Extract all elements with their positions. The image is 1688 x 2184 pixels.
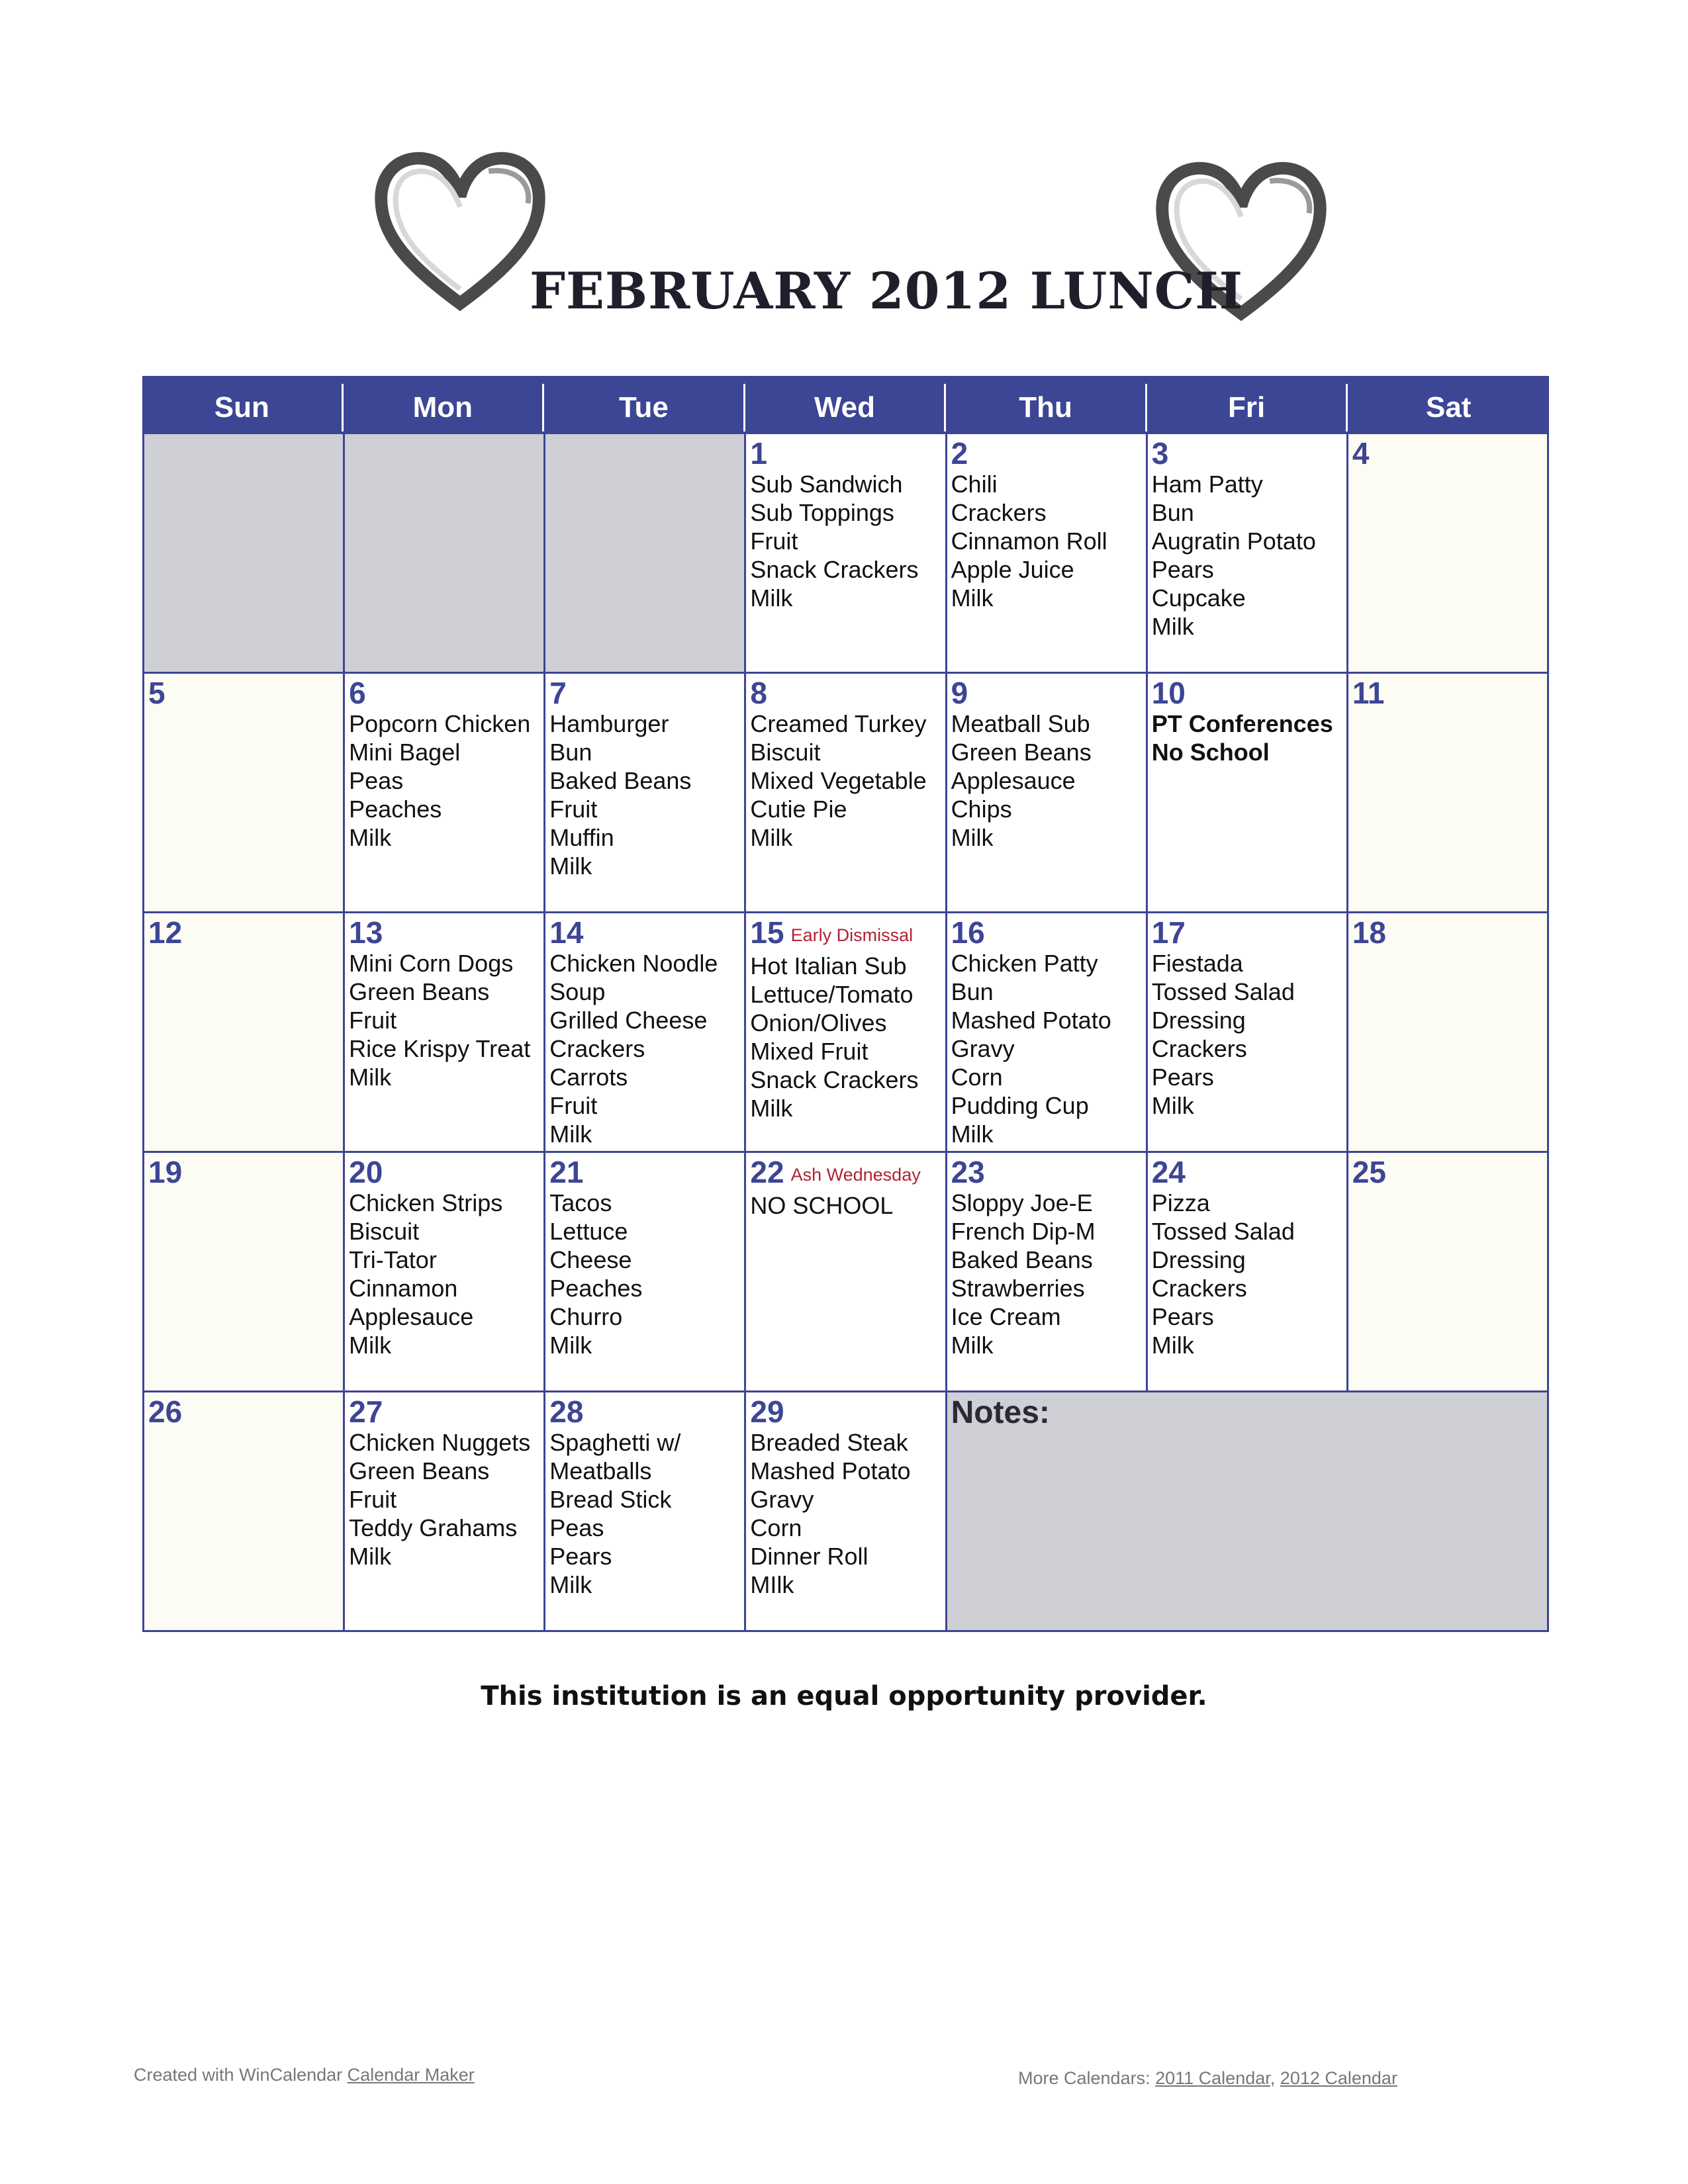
calendar-2012-link[interactable]: 2012 Calendar — [1280, 2068, 1397, 2088]
menu-item: Ice Cream — [951, 1303, 1061, 1330]
menu-item: Biscuit — [750, 739, 821, 766]
day-cell-22 — [746, 1153, 947, 1392]
day-number: 16 — [951, 915, 985, 950]
menu-item: Fruit — [549, 796, 598, 823]
menu-item: Chips — [951, 796, 1012, 823]
day-number: 13 — [349, 915, 383, 950]
day-cell-11 — [1348, 674, 1549, 913]
day-number: 25 — [1352, 1155, 1387, 1189]
menu-item: Bun — [1151, 499, 1194, 526]
day-cell-12 — [144, 913, 345, 1153]
day-number: 29 — [750, 1394, 784, 1429]
day-cell-24 — [1148, 1153, 1348, 1392]
menu-item: Milk — [549, 1120, 592, 1148]
menu-item: Gravy — [750, 1486, 814, 1513]
menu-item: Fruit — [549, 1092, 598, 1119]
menu-item: Mini Bagel — [349, 739, 461, 766]
day-cell-10 — [1148, 674, 1348, 913]
menu-item: Fruit — [750, 527, 798, 555]
menu-item: Sub Toppings — [750, 499, 894, 526]
notes-box — [947, 1392, 1549, 1632]
day-cell-21 — [545, 1153, 746, 1392]
credit-left-text: Created with WinCalendar — [134, 2065, 343, 2085]
page-title: FEBRUARY 2012 LUNCH — [530, 261, 1244, 320]
day-number: 26 — [148, 1394, 183, 1429]
menu-item: Strawberries — [951, 1275, 1085, 1302]
menu-item: Dressing — [1151, 1246, 1246, 1273]
day-number: 3 — [1151, 436, 1169, 471]
day-cell-17 — [1148, 913, 1348, 1153]
empty-day-cell — [545, 434, 746, 674]
menu-item: Fruit — [349, 1486, 397, 1513]
menu-item: Hot Italian Sub — [750, 952, 907, 979]
menu-item: Biscuit — [349, 1218, 420, 1245]
menu-item: Milk — [349, 824, 392, 851]
menu-item: Milk — [349, 1332, 392, 1359]
menu-item: Green Beans — [349, 978, 490, 1005]
menu-item: Corn — [951, 1064, 1003, 1091]
menu-item: Cupcake — [1151, 584, 1246, 612]
day-cell-19 — [144, 1153, 345, 1392]
menu-item: Pizza — [1151, 1189, 1210, 1216]
weekday-sun: Sun — [142, 384, 344, 432]
credit-left — [134, 2065, 475, 2085]
menu-item: Crackers — [549, 1035, 645, 1062]
menu-item: Bread Stick — [549, 1486, 672, 1513]
calendar-maker-link[interactable]: Calendar Maker — [347, 2065, 475, 2085]
menu-item: Mini Corn Dogs — [349, 950, 514, 977]
calendar-2011-link[interactable]: 2011 Calendar — [1155, 2068, 1270, 2088]
day-number: 21 — [549, 1155, 584, 1189]
menu-item: Chili — [951, 471, 998, 498]
day-cell-3 — [1148, 434, 1348, 674]
day-number: 12 — [148, 915, 183, 950]
day-cell-29 — [746, 1392, 947, 1632]
credit-separator: , — [1270, 2068, 1276, 2088]
menu-item: Chicken Nuggets — [349, 1429, 531, 1456]
credit-right-text: More Calendars: — [1018, 2068, 1150, 2088]
menu-item: Pears — [1151, 1303, 1214, 1330]
menu-item: Sub Sandwich — [750, 471, 903, 498]
day-number-text: 22 — [750, 1155, 784, 1189]
day-number: 11 — [1352, 676, 1385, 710]
day-cell-6 — [345, 674, 545, 913]
day-cell-2 — [947, 434, 1148, 674]
day-cell-20 — [345, 1153, 545, 1392]
menu-item: Pudding Cup — [951, 1092, 1089, 1119]
day-cell-23 — [947, 1153, 1148, 1392]
menu-item: NO SCHOOL — [750, 1191, 894, 1219]
weekday-wed: Wed — [745, 384, 947, 432]
menu-item: Grilled Cheese — [549, 1007, 708, 1034]
menu-item: Meatball Sub — [951, 710, 1090, 737]
menu-item: Teddy Grahams — [349, 1514, 518, 1541]
day-number: 27 — [349, 1394, 383, 1429]
weekday-tue: Tue — [544, 384, 745, 432]
menu-item: Spaghetti w/ — [549, 1429, 681, 1456]
day-cell-28 — [545, 1392, 746, 1632]
menu-item: Peaches — [549, 1275, 643, 1302]
day-number: 10 — [1151, 676, 1186, 710]
day-number: 24 — [1151, 1155, 1186, 1189]
menu-item: Tacos — [549, 1189, 612, 1216]
menu-item: Corn — [750, 1514, 802, 1541]
day-cell-26 — [144, 1392, 345, 1632]
menu-item: Fruit — [349, 1007, 397, 1034]
menu-item: Milk — [750, 824, 793, 851]
menu-item: MIlk — [750, 1571, 794, 1598]
empty-day-cell — [144, 434, 345, 674]
menu-item: Bun — [549, 739, 592, 766]
menu-item: Cinnamon — [349, 1275, 458, 1302]
menu-item: Baked Beans — [549, 767, 692, 794]
menu-item: Peas — [549, 1514, 604, 1541]
menu-item: Milk — [951, 824, 994, 851]
day-cell-5 — [144, 674, 345, 913]
day-number: 8 — [750, 676, 768, 710]
day-number: 1 — [750, 436, 768, 471]
menu-item: No School — [1151, 739, 1270, 766]
weekday-thu: Thu — [946, 384, 1147, 432]
menu-item: Snack Crackers — [750, 1066, 919, 1093]
menu-item: Mashed Potato — [750, 1457, 911, 1484]
menu-item: Bun — [951, 978, 994, 1005]
credit-right — [1018, 2068, 1397, 2089]
day-number: 14 — [549, 915, 584, 950]
menu-item: Onion/Olives — [750, 1009, 887, 1036]
menu-item: Tri-Tator — [349, 1246, 437, 1273]
day-number — [750, 916, 941, 952]
menu-item: Carrots — [549, 1064, 628, 1091]
day-number: 19 — [148, 1155, 183, 1189]
menu-item: Pears — [1151, 556, 1214, 583]
menu-item: Milk — [951, 584, 994, 612]
day-number: 17 — [1151, 915, 1186, 950]
menu-item: Hamburger — [549, 710, 669, 737]
menu-item: Milk — [951, 1120, 994, 1148]
menu-item: Lettuce/Tomato — [750, 980, 914, 1008]
menu-item: Soup — [549, 978, 606, 1005]
menu-item: Baked Beans — [951, 1246, 1093, 1273]
day-number: 20 — [349, 1155, 383, 1189]
menu-item: Milk — [750, 1094, 793, 1122]
weekday-header — [142, 384, 1549, 434]
day-number — [750, 1156, 941, 1191]
menu-item: Apple Juice — [951, 556, 1074, 583]
menu-item: Chicken Noodle — [549, 950, 718, 977]
day-cell-25 — [1348, 1153, 1549, 1392]
menu-item: Rice Krispy Treat — [349, 1035, 531, 1062]
menu-item: Sloppy Joe-E — [951, 1189, 1093, 1216]
calendar-top-bar — [142, 376, 1549, 384]
menu-item: Breaded Steak — [750, 1429, 908, 1456]
menu-item: Cinnamon Roll — [951, 527, 1107, 555]
calendar — [142, 376, 1549, 1632]
menu-item: Lettuce — [549, 1218, 628, 1245]
menu-item: PT Conferences — [1151, 710, 1333, 737]
menu-item: Cheese — [549, 1246, 632, 1273]
day-cell-15 — [746, 913, 947, 1153]
menu-item: Milk — [549, 1332, 592, 1359]
menu-item: Dinner Roll — [750, 1543, 868, 1570]
menu-item: Crackers — [1151, 1275, 1247, 1302]
day-number-text: 15 — [750, 915, 784, 950]
day-cell-4 — [1348, 434, 1549, 674]
menu-item: Milk — [549, 1571, 592, 1598]
menu-item: French Dip-M — [951, 1218, 1096, 1245]
menu-item: Mashed Potato — [951, 1007, 1111, 1034]
day-number: 2 — [951, 436, 968, 471]
menu-item: Dressing — [1151, 1007, 1246, 1034]
day-cell-16 — [947, 913, 1148, 1153]
day-number: 4 — [1352, 436, 1370, 471]
weekday-sat: Sat — [1425, 391, 1472, 424]
weekday-fri: Fri — [1147, 384, 1348, 432]
day-cell-14 — [545, 913, 746, 1153]
day-cell-7 — [545, 674, 746, 913]
event-label: Ash Wednesday — [790, 1164, 921, 1185]
menu-item: Augratin Potato — [1151, 527, 1316, 555]
event-label: Early Dismissal — [790, 925, 914, 945]
day-cell-9 — [947, 674, 1148, 913]
day-number: 9 — [951, 676, 968, 710]
menu-item: Chicken Patty — [951, 950, 1098, 977]
menu-item: Popcorn Chicken — [349, 710, 531, 737]
menu-item: Tossed Salad — [1151, 1218, 1295, 1245]
menu-item: Applesauce — [349, 1303, 474, 1330]
menu-item: Ham Patty — [1151, 471, 1263, 498]
heart-left-icon — [371, 139, 549, 318]
day-cell-1 — [746, 434, 947, 674]
day-number: 6 — [349, 676, 366, 710]
menu-item: Milk — [349, 1543, 392, 1570]
menu-item: Green Beans — [349, 1457, 490, 1484]
menu-item: Pears — [549, 1543, 612, 1570]
menu-item: Gravy — [951, 1035, 1015, 1062]
day-number: 23 — [951, 1155, 985, 1189]
menu-item: Snack Crackers — [750, 556, 919, 583]
day-cell-13 — [345, 913, 545, 1153]
menu-item: Applesauce — [951, 767, 1076, 794]
menu-item: Fiestada — [1151, 950, 1243, 977]
menu-item: Milk — [750, 584, 793, 612]
day-number: 18 — [1352, 915, 1387, 950]
empty-day-cell — [345, 434, 545, 674]
menu-item: Milk — [1151, 1332, 1194, 1359]
menu-item: Tossed Salad — [1151, 978, 1295, 1005]
menu-item: Crackers — [951, 499, 1047, 526]
menu-item: Milk — [349, 1064, 392, 1091]
menu-item: Mixed Vegetable — [750, 767, 927, 794]
menu-item: Pears — [1151, 1064, 1214, 1091]
menu-item: Milk — [951, 1332, 994, 1359]
menu-item: Creamed Turkey — [750, 710, 927, 737]
day-cell-18 — [1348, 913, 1549, 1153]
menu-item: Milk — [549, 852, 592, 880]
menu-item: Milk — [1151, 1092, 1194, 1119]
day-number: 28 — [549, 1394, 584, 1429]
menu-item: Crackers — [1151, 1035, 1247, 1062]
day-cell-27 — [345, 1392, 545, 1632]
day-cell-8 — [746, 674, 947, 913]
menu-item: Chicken Strips — [349, 1189, 503, 1216]
notes-label: Notes: — [951, 1395, 1050, 1430]
menu-item: Milk — [1151, 613, 1194, 640]
menu-item: Meatballs — [549, 1457, 652, 1484]
day-number: 5 — [148, 676, 165, 710]
menu-item: Peas — [349, 767, 404, 794]
weekday-mon: Mon — [344, 384, 545, 432]
day-number: 7 — [549, 676, 567, 710]
menu-item: Green Beans — [951, 739, 1092, 766]
menu-item: Mixed Fruit — [750, 1037, 868, 1065]
menu-item: Churro — [549, 1303, 623, 1330]
menu-item: Peaches — [349, 796, 442, 823]
menu-item: Cutie Pie — [750, 796, 847, 823]
equal-opportunity-statement: This institution is an equal opportunity provider. — [481, 1681, 1207, 1711]
menu-item: Muffin — [549, 824, 614, 851]
calendar-grid — [142, 434, 1549, 1632]
